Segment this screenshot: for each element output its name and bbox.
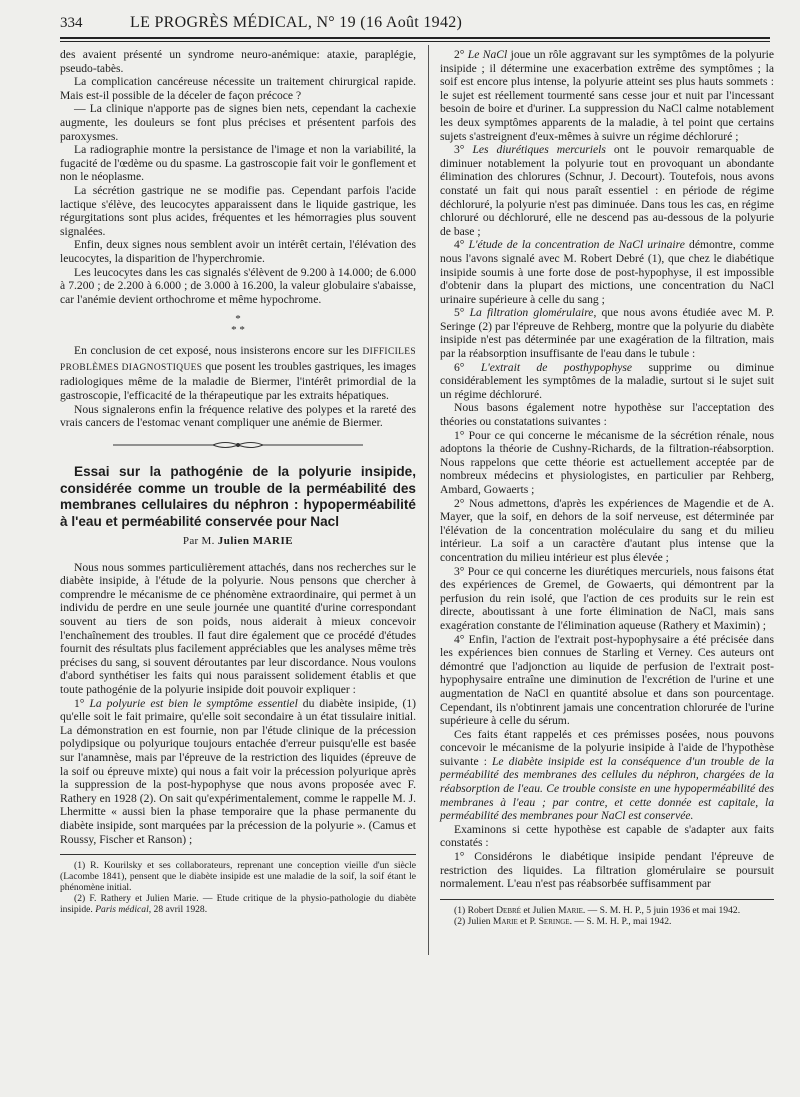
- paragraph: Examinons si cette hypothèse est capable de s'adapter aux faits constatés :: [440, 822, 774, 850]
- page-number: 334: [60, 15, 83, 31]
- paragraph: La sécrétion gastrique ne se modifie pas. Cependant parfois l'acide lactique s'élève, des leucocytes apparaissent dans le liquide gastrique, les régurgitations sont plus acides, fréquentes et les hémorragies plus souvent signalées.: [60, 183, 416, 238]
- paragraph: 3° Pour ce qui concerne les diurétiques mercuriels, nous faisons état des expériences de Gremel, de Gowaerts, qui démontrent par la perfusion du rein isolé, que l'action de ces produits sur le rein est directe, aboutissant à une forte élimination de NaCl, mais sans exagération constante de l'élimination aqueuse (Rathery et Maximin) ;: [440, 564, 774, 632]
- paragraph: 4° L'étude de la concentration de NaCl urinaire démontre, comme nous l'avons signalé avec M. Robert Debré (1), que chez le diabétique insipide soumis à une forte dose de post-hypophyse, il est impossible d'obtenir dans la plupart des mictions, une concentration du NaCl urinaire supérieure à celle du sang ;: [440, 238, 774, 306]
- paragraph: En conclusion de cet exposé, nous insisterons encore sur les DIFFICILES PROBLÈMES DIAGNOSTIQUES que posent les troubles gastriques, les images radiologiques même de la maladie de Biermer, l'intérêt primordial de la gastroscopie, l'efficacité de la thérapeutique par les extraits hépatiques.: [60, 344, 417, 403]
- paragraph: La radiographie montre la persistance de l'image et non la variabilité, la fugacité de l'œdème ou du spasme. La gastroscopie fait voir le gonflement et non le néoplasme.: [60, 143, 416, 184]
- paragraph: Les leucocytes dans les cas signalés s'élèvent de 9.200 à 14.000; de 6.000 à 7.200 ; de 2.200 à 6.000 ; de 3.000 à 16.200, la valeur globulaire s'abaisse, car l'anémie devient orthochrome et même hypochrome.: [60, 265, 416, 306]
- paragraph: Nous nous sommes particulièrement attachés, dans nos recherches sur le diabète insipide, à l'étude de la polyurie. Nous pensons que chercher à comprendre le mécanisme de ce phénomène extraordinaire, qui permet à un individu de perdre en une seule journée une quantité d'urine correspondant souvent au tiers de son poids, nous aiderait à mieux concevoir l'enchaînement des troubles. Il faut dire également que ce procédé d'études fournit des résultats plus facilement appréciables que les analyses même très précises du sang, si souvent déroutantes par leur discordance. Nous voulons d'abord synthétiser les faits qui nous paraissent solidement établis et que toute pathogénie de la polyurie insipide doit pouvoir expliquer :: [60, 560, 416, 696]
- footnote-rule: [440, 899, 774, 900]
- running-header: [60, 14, 770, 38]
- paragraph: 1° Considérons le diabétique insipide pendant l'épreuve de restriction des liquides. La filtration glomérulaire se poursuit normalement. L'eau n'est pas réabsorbée suffisamment par: [440, 850, 774, 891]
- footnote: (1) Robert Debré et Julien Marie. — S. M. H. P., 5 juin 1936 et mai 1942.: [454, 904, 741, 916]
- footnote: (2) Julien Marie et P. Seringe. — S. M. H. P., mai 1942.: [454, 915, 672, 927]
- paragraph: — La clinique n'apporte pas de signes bien nets, cependant la cachexie augmente, les douleurs se font plus précises et présentent parfois des paroxysmes.: [60, 102, 416, 143]
- paragraph: La complication cancéreuse nécessite un traitement chirurgical rapide. Mais est-il possible de la déceler de façon précoce ?: [60, 75, 416, 102]
- author-name: Julien MARIE: [217, 535, 294, 548]
- paragraph: Ces faits étant rappelés et ces prémisses posées, nous pouvons concevoir le mécanisme de la polyurie insipide à l'aide de l'hypothèse suivante : Le diabète insipide est la conséquence d'un trouble de la perméabilité des membranes des cellules du néphron, chargées de la réabsorption de l'eau. Ce trouble consiste en une hypoperméabilité des membranes à l'eau ; par contre, et cette donnée est capitale, la perméabilité des membranes pour NaCl est conservée.: [440, 727, 774, 823]
- header-rule-thin: [60, 41, 770, 42]
- footnote: (1) R. Kourilsky et ses collaborateurs, reprenant une conception vieille d'un siècle (Lacombe 1841), pensent que le diabète insipide est une maladie de la soif, la soif étant le phénomène initial.: [60, 860, 416, 894]
- article-title: Essai sur la pathogénie de la polyurie insipide, considérée comme un trouble de la perméabilité des membranes cellulaires du néphron : hypoperméabilité à l'eau et perméabilité conservée pour Nacl: [60, 463, 416, 530]
- footnote: (2) F. Rathery et Julien Marie. — Etude critique de la physio-pathologie du diabète insipide. Paris médical, 28 avril 1928.: [60, 893, 416, 916]
- author-line: Par M. Julien MARIE: [182, 535, 294, 548]
- paragraph: 1° La polyurie est bien le symptôme essentiel du diabète insipide, (1) qu'elle soit le fait primaire, qu'elle soit secondaire à un état tissulaire initial. La démonstration en est fournie, non par l'étude clinique de la précession polydipsique ou polyurique toujours entachée d'erreur puisqu'elle est basée sur l'anamnèse, mais par l'épreuve de la restriction des liquides (épreuve de la soif ou épreuve mixte) qui nous a fait voir la précession polyurique après la suppression de la post-hypophyse que nous avons proposée avec F. Rathery en 1928 (2). On sait qu'expérimentalement, comme le rappelle M. J. Lhermitte « aussi bien la phase temporaire que la phase permanente du diabète insipide, sont marquées par la précession de la polyurie ». (Camus et Roussy, Fischer et Ranson) ;: [60, 696, 416, 846]
- paragraph: 6° L'extrait de posthypophyse supprime ou diminue considérablement les symptômes de la maladie, surtout si le sujet suit un régime déchloruré.: [440, 360, 774, 401]
- paragraph: 3° Les diurétiques mercuriels ont le pouvoir remarquable de diminuer notablement la polyurie tout en provoquant un abondante élimination des chlorures (Schnur, J. Decourt). Toutefois, nous avons constaté un fait qui nous paraît essentiel : en période de régime déchloruré, la polyurie n'est pas diminuée. Dans tous les cas, en régime chloruré ou déchloruré, elle ne descend pas au-dessous de la polyurie de base ;: [440, 143, 774, 238]
- paragraph: des avaient présenté un syndrome neuro-anémique: ataxie, paraplégie, pseudo-tabès.: [60, 48, 416, 75]
- header-rule-thick: [60, 37, 770, 39]
- paragraph: 4° Enfin, l'action de l'extrait post-hypophysaire a été précisée dans les expériences bien connues de Starling et Verney. Ces auteurs ont démontré que l'adjonction au liquide de perfusion de l'extrait post-hypophysaire entraîne une diminution de l'excrétion de l'urine et une augmentation de NaCl en quantité absolue et dans son pourcentage. Cependant, ils n'obtinrent jamais une concentration chlorurée de l'urine supérieure à celle du sérum.: [440, 632, 774, 728]
- paragraph: Nous signalerons enfin la fréquence relative des polypes et la rareté des vrais cancers de l'estomac venant compliquer une anémie de Biermer.: [60, 402, 416, 430]
- journal-title: LE PROGRÈS MÉDICAL, N° 19 (16 Août 1942): [130, 14, 463, 31]
- paragraph: 1° Pour ce qui concerne le mécanisme de la sécrétion rénale, nous adoptons la théorie de Cushny-Richards, de la filtration-réabsorption. Nous rappelons que cette théorie est actuellement acceptée par de nombreux médecins et physiologistes, en particulier par Rehberg, Ambard, Gowaerts ;: [440, 428, 774, 496]
- right-column: [440, 48, 774, 927]
- paragraph: 5° La filtration glomérulaire, que nous avons étudiée avec M. P. Seringe (2) par l'épreuve de Rehberg, montre que la polyurie du diabète insipide n'est pas déterminée par une exagération de la filtration, mais par la réabsorption insuffisante de l'eau dans le tubule :: [440, 306, 774, 361]
- paragraph: 2° Le NaCl joue un rôle aggravant sur les symptômes de la polyurie insipide ; il détermine une exacerbation extrême des symptômes ; la soif est encore plus intense, la polyurie atteint ses plus hauts sommets : le sujet est réellement tourmenté sans cesse jour et nuit par l'incessant besoin de boire et d'uriner. La suppression du NaCl calme notablement les deux symptômes apparents de la maladie, à tel point que certains sujets s'astreignent d'eux-mêmes à suivre un régime déchloruré ;: [440, 48, 774, 143]
- section-stars: * * *: [231, 313, 245, 337]
- paragraph: Enfin, deux signes nous semblent avoir un intérêt certain, l'élévation des leucocytes, la disparition de l'hyperchromie.: [60, 238, 416, 265]
- ornament-divider: [113, 440, 363, 450]
- column-divider: [428, 45, 429, 955]
- paragraph: 2° Nous admettons, d'après les expériences de Magendie et de A. Mayer, que la soif, en dehors de la soif nerveuse, est déterminée par l'élévation de la concentration moléculaire du sang et du milieu intérieur. La soif a un caractère d'autant plus intense que la concentration du milieu intérieur est plus élevée ;: [440, 496, 774, 564]
- small-caps-text: DIFFICILES PROBLÈMES DIAGNOSTIQUES: [60, 347, 416, 373]
- left-column: [60, 48, 416, 915]
- footnote-rule: [60, 854, 416, 855]
- paragraph: Nous basons également notre hypothèse sur l'acceptation des théories ou constatations suivantes :: [440, 401, 774, 429]
